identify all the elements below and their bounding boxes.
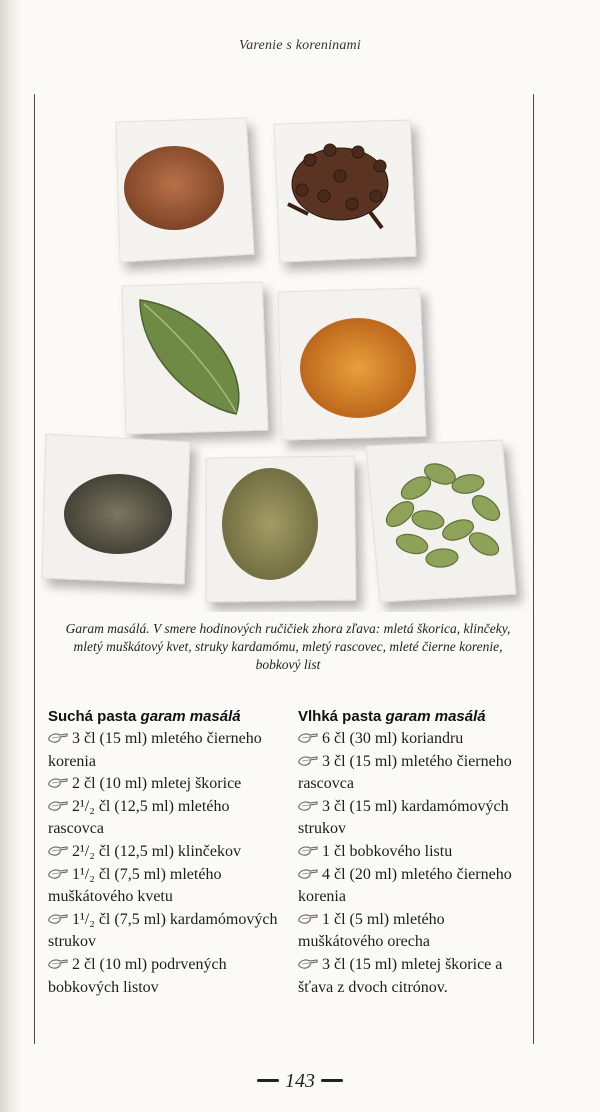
ingredient-item (48, 796, 288, 841)
ingredient-text: 3 čl (15 ml) kardamómových strukov (298, 797, 509, 838)
spice-spoon-icon (298, 910, 318, 922)
ingredient-item (48, 841, 288, 864)
ingredient-item (298, 909, 526, 954)
ingredient-text: 3 čl (15 ml) mletého čierneho rascovca (298, 752, 512, 793)
pepper-mound (64, 474, 172, 554)
recipe-title: Vlhká pasta garam masálá (298, 708, 486, 725)
recipe-dry-paste (48, 706, 288, 999)
running-head: Varenie s koreninami (239, 38, 361, 53)
spice-spoon-icon (298, 752, 318, 764)
spice-spoon-icon (48, 729, 68, 741)
ingredient-item (298, 796, 526, 841)
ingredient-text: 1¹/₂ čl (7,5 ml) mletého muškátového kvetu (48, 865, 222, 906)
spice-photo (40, 104, 530, 612)
folio-dash (321, 1079, 343, 1082)
ingredient-text: 6 čl (30 ml) koriandru (322, 730, 464, 747)
ingredient-text: 2¹/₂ čl (12,5 ml) klinčekov (72, 842, 242, 860)
ingredient-item (48, 773, 288, 796)
ingredient-text: 4 čl (20 ml) mletého čierneho korenia (298, 865, 512, 906)
ingredient-text: 1¹/₂ čl (7,5 ml) kardamómových strukov (48, 910, 278, 951)
spice-spoon-icon (48, 865, 68, 877)
ingredient-text: 1 čl (5 ml) mletého muškátového orecha (298, 910, 445, 951)
ingredient-item (298, 954, 526, 999)
ingredient-text: 2 čl (10 ml) mletej škorice (72, 775, 242, 793)
ingredient-item (48, 954, 288, 999)
spice-spoon-icon (48, 842, 68, 854)
ingredient-list (48, 728, 288, 999)
folio-dash (257, 1079, 279, 1082)
spice-spoon-icon (298, 955, 318, 967)
spice-spoon-icon (48, 910, 68, 922)
spice-spoon-icon (298, 865, 318, 877)
ingredient-list (298, 728, 526, 999)
recipe-wet-paste (298, 706, 526, 999)
spice-spoon-icon (298, 729, 318, 741)
ingredient-text: 1 čl bobkového listu (322, 842, 453, 860)
ingredient-item (298, 864, 526, 909)
cinnamon-mound (124, 146, 224, 230)
ingredient-text: 2 čl (10 ml) podrvených bobkových listov (48, 955, 227, 996)
spice-spoon-icon (48, 797, 68, 809)
mace-mound (300, 318, 416, 418)
page-number: 143 (0, 1070, 600, 1093)
gutter-shadow (0, 0, 22, 1112)
recipe-title: Suchá pasta garam masálá (48, 708, 241, 725)
spice-spoon-icon (48, 955, 68, 967)
photo-caption: Garam masálá. V smere hodinových ručičiek zhora zľava: mletá škorica, klinčeky, mletý muškátový kvet, struky kardamómu, mletý rascovec, mleté čierne korenie, bobkový list (65, 621, 511, 672)
spice-spoon-icon (48, 774, 68, 786)
ingredient-item (298, 728, 526, 751)
ingredient-text: 3 čl (15 ml) mletej škorice a šťava z dvoch citrónov. (298, 955, 503, 996)
ingredient-item (48, 864, 288, 909)
ingredient-text: 2¹/₂ čl (12,5 ml) mletého rascovca (48, 797, 230, 838)
ingredient-item (298, 841, 526, 864)
cumin-mound (222, 468, 318, 580)
spice-spoon-icon (298, 797, 318, 809)
spice-spoon-icon (298, 842, 318, 854)
ingredient-item (298, 751, 526, 796)
ingredient-item (48, 909, 288, 954)
ingredient-item (48, 728, 288, 773)
ingredient-text: 3 čl (15 ml) mletého čierneho korenia (48, 730, 262, 770)
